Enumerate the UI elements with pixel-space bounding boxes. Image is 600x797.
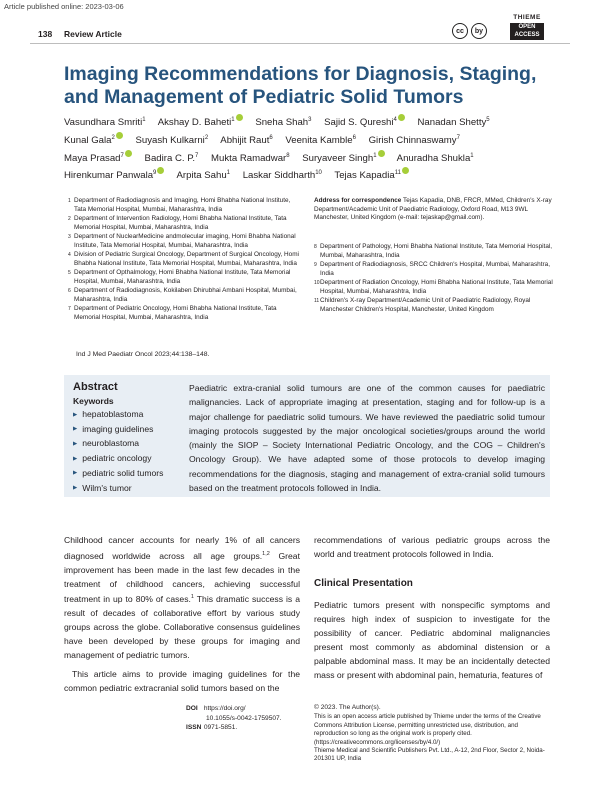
paragraph-clinical-presentation: Pediatric tumors present with nonspecific symptoms and requires high index of suspicion to investigate for the possibility of cancer. Pediatric abdominal malignancies present most commonly as abdominal distension or a palpable abdominal mass. It may be an incidentally detected mass or present with abdominal pain, hematuria, features of [314,600,550,680]
affiliation-item: 10 Department of Radiation Oncology, Homi Bhabha National Institute, Tata Memorial Hospital, Mumbai, Maharashtra, India [314,279,553,295]
issn-value: 0971-5851. [203,724,238,732]
orcid-icon[interactable] [378,150,385,157]
page-number: 138 [38,29,53,39]
orcid-icon[interactable] [116,132,123,139]
publisher-address: Thieme Medical and Scientific Publishers Pvt. Ltd., A-12, 2nd Floor, Sector 2, Noida-201301 UP, India [314,747,545,763]
correspondence-label: Address for correspondence [314,197,402,204]
copyright-notice: © 2023. The Author(s). [314,704,381,711]
affiliation-item: 4 Division of Pediatric Surgical Oncology, Department of Surgical Oncology, Homi Bhabha National Institute, Tata Memorial Hospital, Mumbai, Maharashtra, India [68,251,299,267]
orcid-icon[interactable] [125,150,132,157]
doi-label: DOI [186,705,198,712]
body-column-left [64,534,300,701]
affiliation-item: 2 Department of Intervention Radiology, Homi Bhabha National Institute, Tata Memorial Hospital, Mumbai, Maharashtra, India [68,215,287,231]
author-name[interactable]: Suryaveer Singh$^1$ [302,153,384,164]
paragraph-aim: This article aims to provide imaging guidelines for the common pediatric extracranial solid tumors based on the [64,668,300,693]
orcid-icon[interactable] [398,114,405,121]
section-heading-clinical-presentation: Clinical Presentation [314,578,413,589]
affiliation-item: 7 Department of Pediatric Oncology, Homi Bhabha National Institute, Tata Memorial Hospital, Mumbai, Maharashtra, India [68,305,277,321]
citation-ref[interactable]: 1 [190,594,194,601]
license-text: This is an open access article published by Thieme under the terms of the Creative Commons Attribution License, permitting unrestricted use, distribution, and reproduction so long as the original work is properly cited. (https://creativecommons.org/licenses/by/4.0/) [314,713,541,746]
publication-date: Article published online: 2023-03-06 [4,2,124,11]
abstract-heading: Abstract [73,381,118,393]
affiliation-item: 9 Department of Radiodiagnosis, SRCC Children's Hospital, Mumbai, Maharashtra, India [314,261,550,277]
author-name[interactable]: Nanadan Shetty$^5$ [417,117,490,129]
open-access-badge: OPEN ACCESS [510,23,544,40]
creative-commons-icon: cc [452,23,468,39]
author-name[interactable]: Sneha Shah$^3$ [255,117,312,129]
author-name[interactable]: Mukta Ramadwar$^8$ [211,152,290,164]
author-name[interactable]: Laskar Siddharth$^{10}$ [242,170,322,182]
author-name[interactable]: Akshay D. Baheti$^1$ [158,117,243,128]
affiliations-left [68,197,304,323]
affiliation-item: 3 Department of NuclearMedicine andmolecular imaging, Homi Bhabha National Institute, Tata Memorial Hospital, Mumbai, Maharashtra, India [68,233,296,249]
affiliation-item: 11 Children's X-ray Department/Academic Unit of Paediatric Radiology, Royal Manchester Children's Hospital, Manchester, United Kingdom [314,297,531,313]
correspondence-address [314,197,554,223]
thieme-open-access-logo [510,14,544,40]
affiliation-item: 5 Department of Opthalmology, Homi Bhabha National Institute, Tata Memorial Hospital, Mumbai, Maharashtra, India [68,269,291,285]
author-name[interactable]: Girish Chinnaswamy$^7$ [368,134,460,146]
author-name[interactable]: Kunal Gala$^2$ [64,135,123,146]
header-divider [30,43,570,44]
author-name[interactable]: Hirenkumar Panwala$^9$ [64,170,164,181]
journal-citation: Ind J Med Paediatr Oncol 2023;44:138–148. [76,351,210,358]
issn-label: ISSN [186,724,202,732]
keyword-item[interactable]: ▶ Wilm's tumor [73,481,163,496]
keywords-list [73,407,163,495]
affiliation-item: 1 Department of Radiodiagnosis and Imaging, Homi Bhabha National Institute, Tata Memorial Hospital, Mumbai, Maharashtra, India [68,197,291,213]
author-name[interactable]: Sajid S. Qureshi$^4$ [324,117,405,128]
keyword-item[interactable]: ▶ hepatoblastoma [73,407,163,422]
correspondence-text: Tejas Kapadia, DNB, FRCR, MMed, Children's X-ray Department/Academic Unit of Paediatric Radiology, Oxford Road, M13 9WL Manchester, United Kingdom (e-mail: tejaskap@gmail.com). [314,197,552,221]
author-name[interactable]: Badira C. P.$^7$ [144,152,199,164]
orcid-icon[interactable] [236,114,243,121]
affiliation-item: 6 Department of Radiodiagnosis, Kokilaben Dhirubhai Ambani Hospital, Mumbai, Maharashtra, India [68,287,297,303]
author-name[interactable]: Veenita Kamble$^6$ [285,134,356,146]
article-title: Imaging Recommendations for Diagnosis, Staging, and Management of Pediatric Solid Tumors [64,63,537,108]
keyword-item[interactable]: ▶ pediatric oncology [73,451,163,466]
paragraph-continued: recommendations of various pediatric groups across the world and treatment protocols followed in India. [314,535,550,559]
citation-ref[interactable]: 1,2 [262,550,270,557]
author-name[interactable]: Anuradha Shukla$^1$ [396,152,474,164]
orcid-icon[interactable] [157,167,164,174]
body-column-right [314,534,550,562]
affiliations-right [314,243,554,315]
keyword-item[interactable]: ▶ neuroblastoma [73,436,163,451]
author-name[interactable]: Vasundhara Smriti$^1$ [64,117,146,129]
abstract-text: Paediatric extra-cranial solid tumours are one of the common causes for paediatric malignancies. Lack of appropriate imaging at presentation, staging and for follow-up is a major challenge for paediatric solid tumours. We have reviewed the paediatric solid tumour imaging protocols suggested by the major oncological societies/groups around the world (mainly the SIOP – Society International Pediatric Oncology, and the COG – Children's Oncology Group). We have adapted some of those protocols to develop imaging recommendations for the diagnosis, staging and management of extra-cranial solid tumours based on the treatment protocols followed in India. [189,383,545,494]
attribution-icon: by [471,23,487,39]
orcid-icon[interactable] [402,167,409,174]
affiliation-item: 8 Department of Pathology, Homi Bhabha National Institute, Tata Memorial Hospital, Mumbai, Maharashtra, India [314,243,553,259]
author-name[interactable]: Tejas Kapadia$^{11}$ [334,170,409,181]
publisher-brand: THIEME [513,14,541,21]
doi-link[interactable]: https://doi.org/ [203,705,246,712]
article-type: Review Article [64,29,122,39]
cc-license-icons[interactable] [452,23,487,39]
keyword-item[interactable]: ▶ pediatric solid tumors [73,466,163,481]
license-block [314,704,550,764]
doi-issn-block [186,704,282,733]
author-name[interactable]: Abhijit Raut$^6$ [220,134,273,146]
keywords-heading: Keywords [73,396,114,406]
keyword-item[interactable]: ▶ imaging guidelines [73,422,163,437]
paragraph-intro: Childhood cancer accounts for nearly 1% of all cancers diagnosed worldwide across all age groups.$^{1,2}$ Great improvement has been made in the last few decades in the treatment of childhood cancers, achieving successful treatment in up to 80% of cases.$^1$ This dramatic success is a result of decades of collaborative effort by various study groups across the globe. Collaborative consensus guidelines have been developed by these groups for imaging and management of pediatric tumors. [64,535,301,660]
author-name[interactable]: Arpita Sahu$^1$ [176,170,231,182]
author-name[interactable]: Suyash Kulkarni$^2$ [135,134,209,146]
author-name[interactable]: Maya Prasad$^7$ [64,153,132,164]
doi-value[interactable]: 10.1055/s-0042-1759507. [206,714,282,722]
author-list [64,113,544,184]
